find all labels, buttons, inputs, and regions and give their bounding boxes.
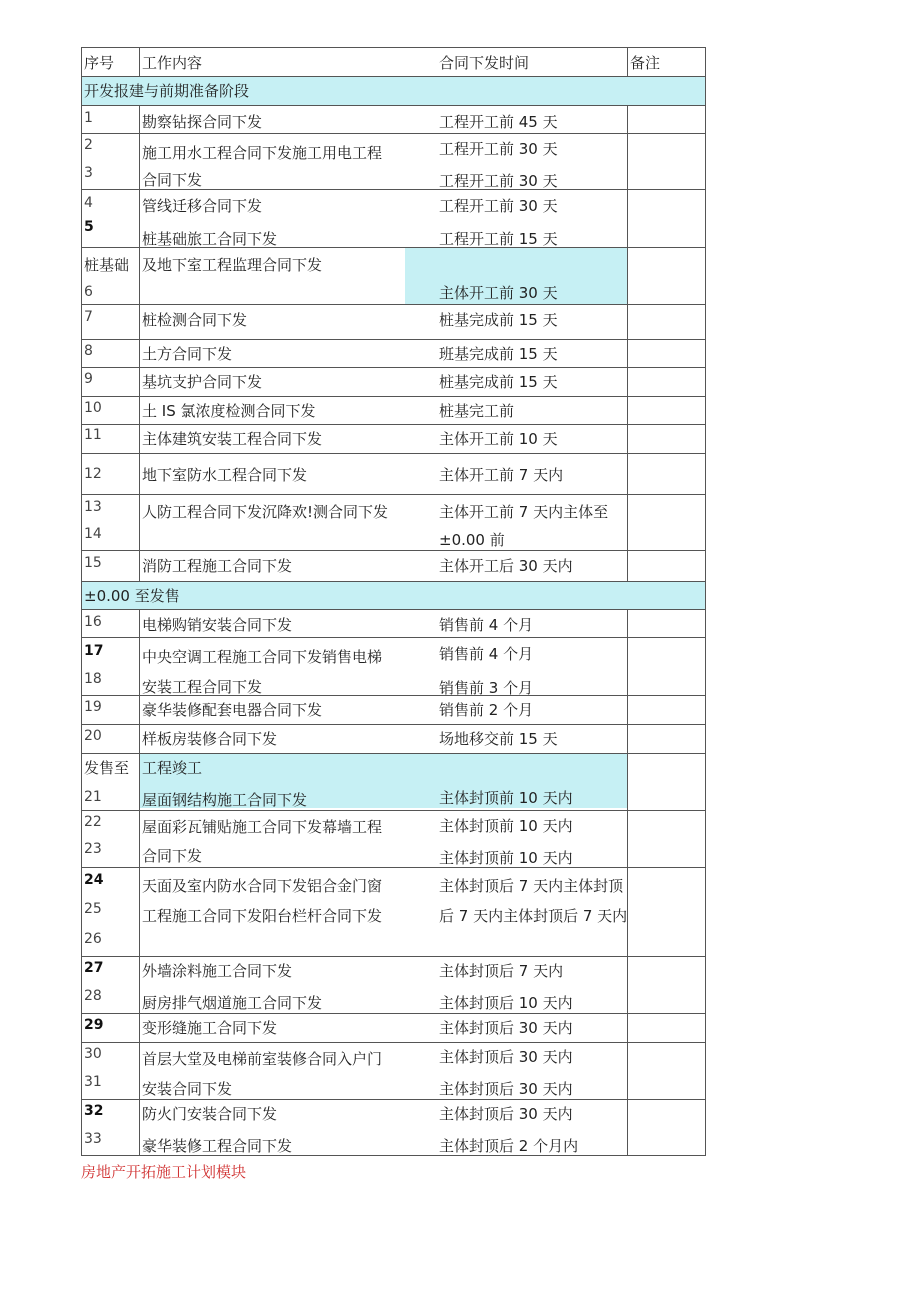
work-content: 合同下发 xyxy=(142,171,203,189)
note-cell xyxy=(627,48,706,76)
work-cell xyxy=(139,305,437,339)
table-row xyxy=(81,304,706,339)
row-number: 6 xyxy=(84,284,93,300)
row-number: 15 xyxy=(84,555,102,571)
time-cell xyxy=(437,340,627,367)
work-cell xyxy=(139,134,437,189)
note-cell xyxy=(627,551,706,581)
issue-time: 主体封顶前 10 天内 xyxy=(439,817,573,835)
number-cell xyxy=(81,305,139,339)
issue-time: 主体封顶后 7 天内主体封顶 xyxy=(439,877,624,895)
number-cell xyxy=(81,48,139,76)
row-number: 10 xyxy=(84,400,102,416)
table-row xyxy=(81,956,706,1013)
time-cell xyxy=(437,551,627,581)
number-cell xyxy=(81,106,139,133)
table-row xyxy=(81,609,706,637)
work-cell xyxy=(139,1100,437,1155)
row-number: 30 xyxy=(84,1046,102,1062)
section-row xyxy=(81,581,706,609)
issue-time: 主体封顶前 10 天内 xyxy=(439,789,573,807)
note-cell xyxy=(627,368,706,396)
time-cell xyxy=(437,1043,627,1099)
time-cell xyxy=(437,134,627,189)
work-content: 工程施工合同下发阳台栏杆合同下发 xyxy=(142,907,383,925)
issue-time: 主体开工前 30 天 xyxy=(439,284,558,302)
number-cell xyxy=(81,638,139,695)
note-cell xyxy=(627,811,706,867)
work-content: 电梯购销安装合同下发 xyxy=(142,616,293,634)
issue-time: ±0.00 前 xyxy=(439,531,505,549)
work-content: 管线迁移合同下发 xyxy=(142,197,263,215)
section-title: ±0.00 至发售 xyxy=(84,587,180,605)
note-cell xyxy=(627,638,706,695)
number-cell xyxy=(81,340,139,367)
number-cell xyxy=(81,1100,139,1155)
issue-time: 工程开工前 15 天 xyxy=(439,230,558,248)
section-row xyxy=(81,76,706,105)
work-content: 首层大堂及电梯前室装修合同入户门 xyxy=(142,1050,383,1068)
time-cell xyxy=(437,868,627,956)
header-time: 合同下发时间 xyxy=(439,54,530,72)
row-number: 23 xyxy=(84,841,102,857)
section-cell xyxy=(81,582,706,609)
number-cell xyxy=(81,495,139,550)
phase-label: 桩基础 xyxy=(84,256,130,274)
work-content: 合同下发 xyxy=(142,847,203,865)
row-number: 24 xyxy=(84,872,104,888)
issue-time: 主体封顶后 30 天内 xyxy=(439,1080,573,1098)
time-cell xyxy=(437,1014,627,1042)
work-content: 天面及室内防水合同下发铝合金门窗 xyxy=(142,877,383,895)
note-cell xyxy=(627,754,706,810)
time-cell xyxy=(437,610,627,637)
time-cell xyxy=(437,957,627,1013)
time-cell xyxy=(437,454,627,494)
issue-time: 销售前 4 个月 xyxy=(439,645,534,663)
row-number: 7 xyxy=(84,309,93,325)
number-cell xyxy=(81,425,139,453)
number-cell xyxy=(81,868,139,956)
table-row xyxy=(81,867,706,956)
issue-time: 主体开工前 10 天 xyxy=(439,430,558,448)
header-work: 工作内容 xyxy=(142,54,203,72)
table-row xyxy=(81,695,706,724)
row-number: 14 xyxy=(84,526,102,542)
issue-time: 场地移交前 15 天 xyxy=(439,730,558,748)
work-cell xyxy=(139,397,437,424)
number-cell xyxy=(81,551,139,581)
work-cell xyxy=(139,48,437,76)
issue-time: 主体封顶后 7 天内 xyxy=(439,962,564,980)
issue-time: 工程开工前 45 天 xyxy=(439,113,558,131)
work-content: 地下室防水工程合同下发 xyxy=(142,466,308,484)
time-cell xyxy=(437,106,627,133)
note-cell xyxy=(627,610,706,637)
time-cell xyxy=(437,638,627,695)
note-cell xyxy=(627,248,706,304)
issue-time: 工程开工前 30 天 xyxy=(439,140,558,158)
row-number: 9 xyxy=(84,371,93,387)
issue-time: 主体封顶后 30 天内 xyxy=(439,1019,573,1037)
work-content: 厨房排气烟道施工合同下发 xyxy=(142,994,323,1012)
note-cell xyxy=(627,425,706,453)
note-cell xyxy=(627,134,706,189)
note-cell xyxy=(627,397,706,424)
time-cell xyxy=(437,725,627,753)
row-number: 19 xyxy=(84,699,102,715)
issue-time: 桩基完工前 xyxy=(439,402,515,420)
number-cell xyxy=(81,957,139,1013)
work-content: 桩基础旅工合同下发 xyxy=(142,230,278,248)
issue-time: 桩基完成前 15 天 xyxy=(439,373,558,391)
number-cell xyxy=(81,248,139,304)
work-cell xyxy=(139,957,437,1013)
time-cell xyxy=(437,425,627,453)
note-cell xyxy=(627,495,706,550)
number-cell xyxy=(81,368,139,396)
row-number: 1 xyxy=(84,110,93,126)
time-cell xyxy=(437,397,627,424)
time-cell xyxy=(437,811,627,867)
work-content: 豪华装修工程合同下发 xyxy=(142,1137,293,1155)
work-content: 外墙涂料施工合同下发 xyxy=(142,962,293,980)
issue-time: 主体封顶后 2 个月内 xyxy=(439,1137,579,1155)
work-content: 基坑支护合同下发 xyxy=(142,373,263,391)
row-number: 17 xyxy=(84,643,104,659)
work-cell xyxy=(139,106,437,133)
work-content: 土 IS 氯浓度检测合同下发 xyxy=(142,402,316,420)
row-number: 8 xyxy=(84,343,93,359)
issue-time: 销售前 4 个月 xyxy=(439,616,534,634)
note-cell xyxy=(627,868,706,956)
issue-time: 工程开工前 30 天 xyxy=(439,172,558,190)
row-number: 3 xyxy=(84,165,93,181)
table-row xyxy=(81,1013,706,1042)
table-row xyxy=(81,550,706,581)
work-cell xyxy=(139,551,437,581)
header-number: 序号 xyxy=(84,54,115,72)
table-row xyxy=(81,105,706,133)
work-cell xyxy=(139,754,437,810)
time-cell xyxy=(437,305,627,339)
issue-time: 主体封顶后 30 天内 xyxy=(439,1105,573,1123)
row-number: 26 xyxy=(84,931,102,947)
table-bottom-edge xyxy=(81,1155,706,1156)
table-row xyxy=(81,637,706,695)
work-cell xyxy=(139,725,437,753)
note-cell xyxy=(627,957,706,1013)
work-content: 防火门安装合同下发 xyxy=(142,1105,278,1123)
row-number: 22 xyxy=(84,814,102,830)
number-cell xyxy=(81,610,139,637)
work-content: 中央空调工程施工合同下发销售电梯 xyxy=(142,648,383,666)
table-row xyxy=(81,424,706,453)
time-cell xyxy=(437,368,627,396)
table-row xyxy=(81,810,706,867)
number-cell xyxy=(81,190,139,247)
work-content: 豪华装修配套电器合同下发 xyxy=(142,701,323,719)
time-cell xyxy=(437,1100,627,1155)
work-cell xyxy=(139,190,437,247)
work-content: 土方合同下发 xyxy=(142,345,233,363)
number-cell xyxy=(81,1043,139,1099)
time-cell xyxy=(437,190,627,247)
number-cell xyxy=(81,397,139,424)
note-cell xyxy=(627,190,706,247)
work-cell xyxy=(139,454,437,494)
row-number: 4 xyxy=(84,195,93,211)
work-content: 安装工程合同下发 xyxy=(142,678,263,696)
table-row xyxy=(81,1099,706,1155)
work-cell xyxy=(139,610,437,637)
table-row xyxy=(81,1042,706,1099)
work-cell xyxy=(139,1014,437,1042)
footer-caption: 房地产开拓施工计划模块 xyxy=(81,1163,247,1181)
issue-time: 主体开工后 30 天内 xyxy=(439,557,573,575)
work-content: 主体建筑安装工程合同下发 xyxy=(142,430,323,448)
note-cell xyxy=(627,725,706,753)
issue-time: 主体开工前 7 天内主体至 xyxy=(439,503,609,521)
number-cell xyxy=(81,696,139,724)
work-cell xyxy=(139,1043,437,1099)
issue-time: 主体封顶后 30 天内 xyxy=(439,1048,573,1066)
work-content: 勘察钻探合同下发 xyxy=(142,113,263,131)
table-row xyxy=(81,367,706,396)
work-content: 安装合同下发 xyxy=(142,1080,233,1098)
number-cell xyxy=(81,454,139,494)
row-number: 21 xyxy=(84,789,102,805)
issue-time: 后 7 天内主体封顶后 7 天内 xyxy=(439,907,628,925)
header-row xyxy=(81,47,706,76)
work-content: 屋面彩瓦铺贴施工合同下发幕墙工程 xyxy=(142,818,383,836)
section-cell xyxy=(81,77,706,105)
time-cell xyxy=(437,696,627,724)
issue-time: 工程开工前 30 天 xyxy=(439,197,558,215)
work-content: 施工用水工程合同下发施工用电工程 xyxy=(142,144,383,162)
work-content: 屋面钢结构施工合同下发 xyxy=(142,791,308,809)
issue-time: 销售前 2 个月 xyxy=(439,701,534,719)
row-number: 32 xyxy=(84,1103,104,1119)
number-cell xyxy=(81,134,139,189)
work-cell xyxy=(139,868,437,956)
table-row xyxy=(81,753,706,810)
work-content: 工程竣工 xyxy=(142,759,203,777)
note-cell xyxy=(627,454,706,494)
row-number: 25 xyxy=(84,901,102,917)
work-content: 样板房装修合同下发 xyxy=(142,730,278,748)
phase-label: 发售至 xyxy=(84,759,130,777)
row-number: 12 xyxy=(84,466,102,482)
work-content: 人防工程合同下发沉降欢!测合同下发 xyxy=(142,503,389,521)
number-cell xyxy=(81,811,139,867)
issue-time: 销售前 3 个月 xyxy=(439,679,534,697)
work-cell xyxy=(139,425,437,453)
section-title: 开发报建与前期准备阶段 xyxy=(84,82,250,100)
table-row xyxy=(81,247,706,304)
table-row xyxy=(81,724,706,753)
note-cell xyxy=(627,1043,706,1099)
issue-time: 桩基完成前 15 天 xyxy=(439,311,558,329)
time-cell xyxy=(437,248,627,304)
table-row xyxy=(81,396,706,424)
note-cell xyxy=(627,696,706,724)
row-number: 33 xyxy=(84,1131,102,1147)
row-number: 29 xyxy=(84,1017,104,1033)
row-number: 31 xyxy=(84,1074,102,1090)
row-number: 11 xyxy=(84,427,102,443)
row-number: 16 xyxy=(84,614,102,630)
work-cell xyxy=(139,368,437,396)
note-cell xyxy=(627,1100,706,1155)
time-cell xyxy=(437,495,627,550)
work-cell xyxy=(139,340,437,367)
table-row xyxy=(81,453,706,494)
note-cell xyxy=(627,305,706,339)
work-cell xyxy=(139,248,437,304)
row-number: 28 xyxy=(84,988,102,1004)
row-number: 2 xyxy=(84,137,93,153)
issue-time: 主体封顶后 10 天内 xyxy=(439,994,573,1012)
table-row xyxy=(81,494,706,550)
issue-time: 主体封顶前 10 天内 xyxy=(439,849,573,867)
number-cell xyxy=(81,754,139,810)
row-number: 13 xyxy=(84,499,102,515)
work-cell xyxy=(139,638,437,695)
table-row xyxy=(81,339,706,367)
note-cell xyxy=(627,340,706,367)
work-content: 及地下室工程监理合同下发 xyxy=(142,256,323,274)
header-note: 备注 xyxy=(630,54,661,72)
note-cell xyxy=(627,106,706,133)
table-row xyxy=(81,189,706,247)
work-cell xyxy=(139,696,437,724)
row-number: 20 xyxy=(84,728,102,744)
work-cell xyxy=(139,811,437,867)
work-cell xyxy=(139,495,437,550)
number-cell xyxy=(81,725,139,753)
row-number: 18 xyxy=(84,671,102,687)
work-content: 桩检测合同下发 xyxy=(142,311,248,329)
issue-time: 主体开工前 7 天内 xyxy=(439,466,564,484)
row-number: 27 xyxy=(84,960,104,976)
table-row xyxy=(81,133,706,189)
time-cell xyxy=(437,754,627,810)
note-cell xyxy=(627,1014,706,1042)
work-content: 变形缝施工合同下发 xyxy=(142,1019,278,1037)
time-cell xyxy=(437,48,627,76)
work-content: 消防工程施工合同下发 xyxy=(142,557,293,575)
issue-time: 班基完成前 15 天 xyxy=(439,345,558,363)
row-number: 5 xyxy=(84,219,94,235)
number-cell xyxy=(81,1014,139,1042)
